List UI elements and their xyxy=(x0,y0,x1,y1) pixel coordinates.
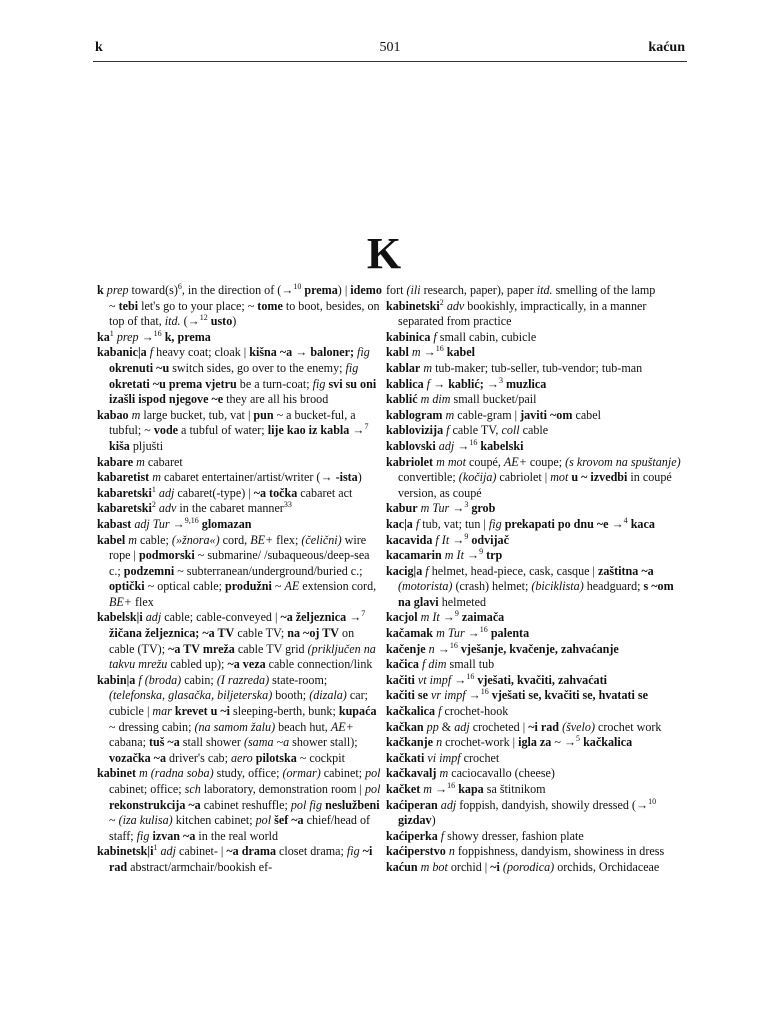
dictionary-entry: kabaretist m cabaret entertainer/artist/writer (→ -ista) xyxy=(97,470,362,485)
dictionary-entry: fort (ili research, paper), paper itd. smelling of the lamp xyxy=(386,283,656,297)
header-last-entry: kaćun xyxy=(648,40,685,55)
dictionary-entry: kabao m large bucket, tub, vat | pun ~ a bucket-ful, a tubful; ~ vode a tubful of water; lije kao iz kabla →$^7$ kiša pljušti xyxy=(97,407,369,453)
dictionary-entry: kaćiperka f showy dresser, fashion plate xyxy=(386,828,584,843)
dictionary-entry: kac|a f tub, vat; tun | fig prekapati po dnu ~e →$^4$ kaca xyxy=(386,515,655,531)
dictionary-entry: kablovizija f cable TV, coll cable xyxy=(386,423,549,438)
dictionary-entry: kačiti vt impf →$^{16}$ vješati, kvačiti, zahvaćati xyxy=(386,671,607,687)
dictionary-entry: kabel m cable; (»žnora«) cord, BE+ flex; (čelični) wire rope | podmorski ~ submarine/ /subaqueous/deep-sea c.; podzemni ~ subterranean/underground/buried c.; optički ~ optical cable; produžni ~ AE extension cord, BE+ flex xyxy=(97,532,377,609)
dictionary-entry: kačkavalj m caciocavallo (cheese) xyxy=(386,766,555,781)
dictionary-entry: kacamarin m It →$^9$ trp xyxy=(386,547,503,563)
dictionary-entry: $ka^1$ prep →$^{16}$ k, prema xyxy=(97,328,211,344)
header-first-entry: k xyxy=(95,40,103,55)
dictionary-entry: kaćiperstvo n foppishness, dandyism, showiness in dress xyxy=(386,844,665,859)
dictionary-entry: kacig|a f helmet, head-piece, cask, casque | zaštitna ~a (motorista) (crash) helmet; (biciklista) headguard; s ~om na glavi helmeted xyxy=(386,563,674,609)
dictionary-entry: kabare m cabaret xyxy=(97,454,183,469)
dictionary-entry: kaćiperan adj foppish, dandyish, showily dressed (→$^{10}$ gizdav) xyxy=(386,796,657,828)
left-column xyxy=(97,283,382,876)
dictionary-entry: k prep $toward(s)^6$, in the direction of (→$^{10}$ prema) | idemo ~ tebi let's go to your place; ~ tome to boot, besides, on top of that, itd. (→$^{12}$ usto) xyxy=(97,281,382,329)
dictionary-entry: kabinet m (radna soba) study, office; (ormar) cabinet; pol cabinet; office; sch laboratory, demonstration room | pol rekonstrukcija ~a cabinet reshuffle; pol fig neslužbeni ~ (iza kulisa) kitchen cabinet; pol šef ~a chief/head of staff; fig izvan ~a in the real world xyxy=(97,766,381,843)
dictionary-entry: kabl m →$^{16}$ kabel xyxy=(386,344,476,360)
dictionary-entry: kačkan pp & adj crocheted | ~i rad (švelo) crochet work xyxy=(386,719,662,734)
right-column xyxy=(386,283,684,876)
section-letter: K xyxy=(366,229,402,278)
dictionary-entry: kabinetski$^2$ adv bookishly, impractically, in a manner separated from practice xyxy=(386,297,647,329)
dictionary-entry: kačket m →$^{16}$ kapa sa štitnikom xyxy=(386,780,546,796)
dictionary-entry: kačkanje n crochet-work | igla za ~ →$^5$ kačkalica xyxy=(386,734,633,750)
dictionary-entry: kablar m tub-maker; tub-seller, tub-vendor; tub-man xyxy=(386,360,643,375)
dictionary-entry: kabelsk|i adj cable; cable-conveyed | ~a željeznica →$^7$ žičana željeznica; ~a TV cable TV; na ~oj TV on cable (TV); ~a TV mreža cable TV grid (priključen na takvu mrežu cabled up); ~a veza cable connection/link xyxy=(97,609,376,672)
dictionary-entry: kabin|a f (broda) cabin; (I razreda) state-room; (telefonska, glasačka, biljeterska) booth; (dizala) car; cubicle | mar krevet u ~i sleeping-berth, bunk; kupaća ~ dressing cabin; (na samom žalu) beach hut, AE+ cabana; tuš ~a stall shower (sama ~a shower stall); vozačka ~a driver's cab; aero pilotska ~ cockpit xyxy=(97,672,377,765)
dictionary-entry: kablica f → kablić; →$^3$ muzlica xyxy=(386,375,547,391)
dictionary-entry: kačamak m Tur →$^{16}$ palenta xyxy=(386,625,530,641)
dictionary-entry: kablogram m cable-gram | javiti ~om cabel xyxy=(386,407,601,422)
dictionary-entry: kabaretski$^1$ adj cabaret(-type) | ~a točka cabaret act xyxy=(97,484,353,500)
dictionary-entry: kablovski adj →$^{16}$ kabelski xyxy=(386,437,524,453)
dictionary-entry: kabinica f small cabin, cubicle xyxy=(386,329,537,344)
dictionary-entry: kabast adj Tur →$^{9,16}$ glomazan xyxy=(97,515,252,531)
dictionary-entry: kabaretski$^2$ adv in the cabaret manner$^{33}$ xyxy=(97,500,292,516)
dictionary-entry: kabanic|a f heavy coat; cloak | kišna ~a → baloner; fig okrenuti ~u switch sides, go over to the enemy; fig okretati ~u prema vjetru be a turn-coat; fig svi su oni izašli ispod njegove ~e they are all his brood xyxy=(97,345,377,407)
dictionary-entry: kablić m dim small bucket/pail xyxy=(386,392,537,407)
dictionary-entry: kabriolet m mot coupé, AE+ coupe; (s krovom na spuštanje) convertible; (kočija) cabriolet | mot u ~ izvedbi in coupé version, as coupé xyxy=(386,454,681,500)
dictionary-entry: kačkalica f crochet-hook xyxy=(386,704,509,719)
dictionary-entry: kabur m Tur →$^3$ grob xyxy=(386,500,496,516)
dictionary-entry: kačkati vi impf crochet xyxy=(386,750,500,765)
dictionary-entry: kačenje n →$^{16}$ vješanje, kvačenje, zahvaćanje xyxy=(386,640,619,656)
dictionary-entry: kačica f dim small tub xyxy=(386,657,495,672)
dictionary-entry: kaćun m bot orchid | ~i (porodica) orchids, Orchidaceae xyxy=(386,859,660,874)
dictionary-entry: kacavida f It →$^9$ odvijač xyxy=(386,531,509,547)
header-rule xyxy=(93,61,687,62)
dictionary-entry: $kabinetsk|i^1$ adj cabinet- | ~a drama closet drama; fig ~i rad abstract/armchair/bookish ef- xyxy=(97,843,373,874)
running-header xyxy=(95,40,685,60)
page-number: 501 xyxy=(379,40,401,55)
dictionary-entry: kačiti se vr impf →$^{16}$ vješati se, kvačiti se, hvatati se xyxy=(386,687,648,703)
dictionary-entry: kacjol m It →$^9$ zaimača xyxy=(386,609,505,625)
